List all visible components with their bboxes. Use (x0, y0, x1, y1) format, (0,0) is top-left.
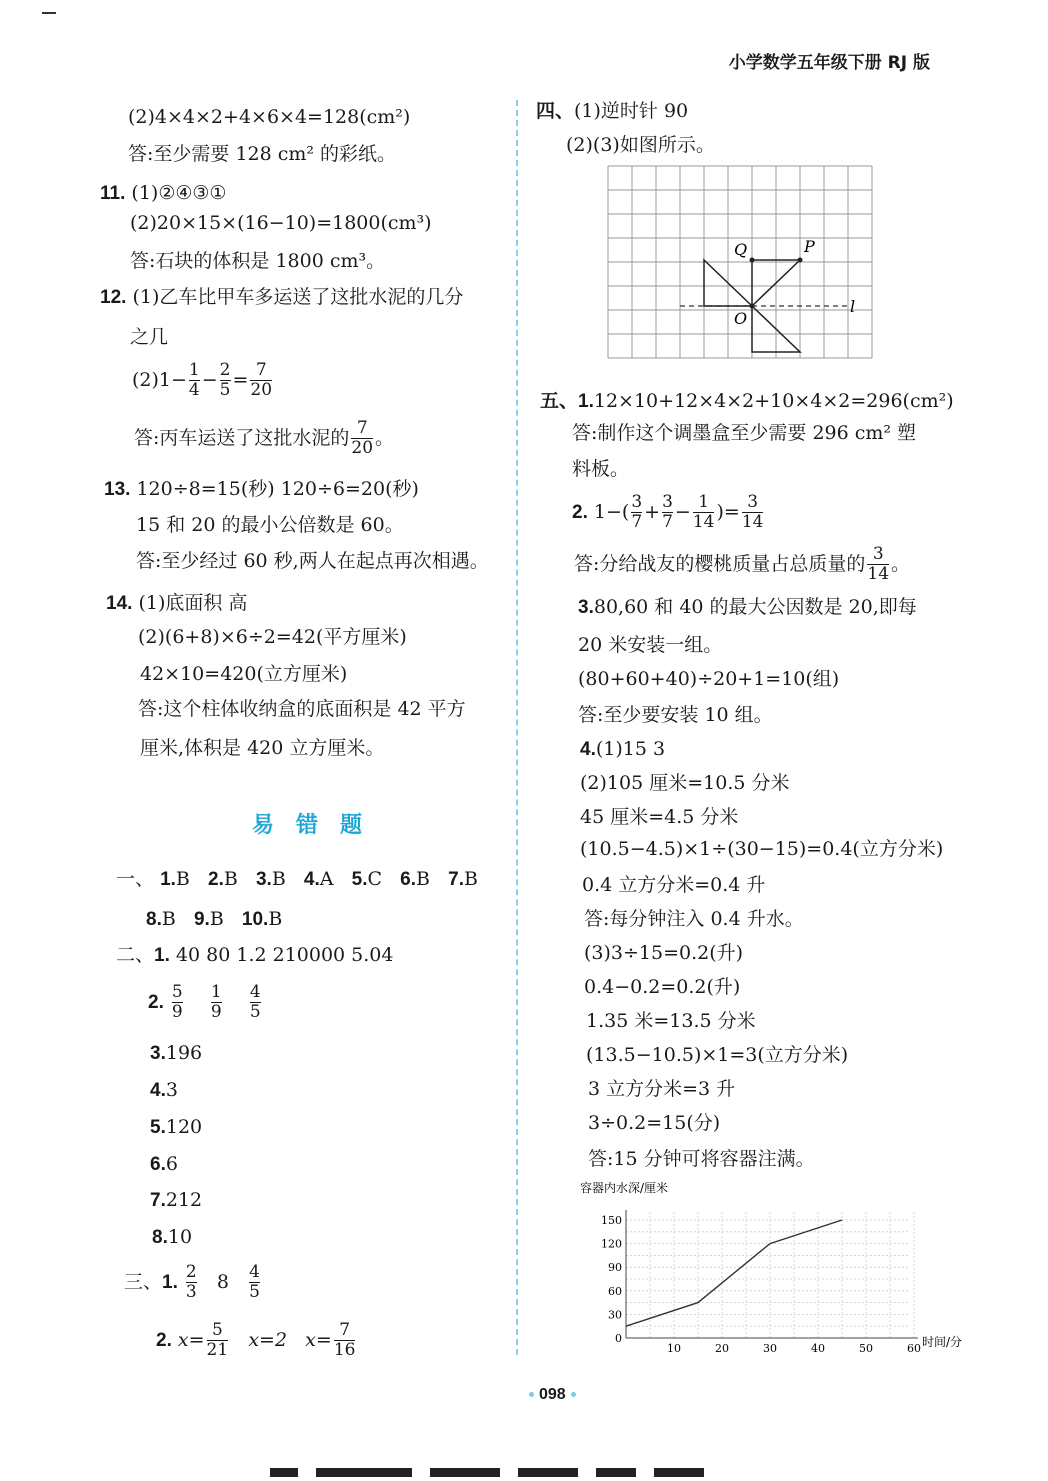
question-w4 (580, 740, 665, 759)
fraction (867, 546, 889, 584)
item-number: 7. (448, 869, 464, 890)
question-w1 (540, 392, 954, 411)
operator: )= (716, 500, 740, 523)
numerator: 1 (188, 360, 200, 380)
numerator: 5 (211, 1320, 223, 1340)
chart-y-ticks (601, 1214, 622, 1345)
punctuation: 。 (891, 552, 911, 575)
water-depth-chart (570, 1176, 980, 1356)
chart-x-tick-label: 20 (715, 1342, 729, 1355)
fraction (249, 1264, 260, 1302)
answer-line: (1)15 3 (595, 738, 666, 760)
answer-line: 0.4−0.2=0.2(升) (584, 976, 741, 998)
fraction (334, 1322, 356, 1360)
item-answer: C (367, 868, 383, 890)
operator: + (644, 500, 661, 523)
numerator: 1 (210, 982, 222, 1002)
question-si (536, 102, 688, 121)
numerator: 1 (698, 492, 710, 512)
fill-item-1 (116, 946, 394, 965)
numerator: 2 (219, 360, 231, 380)
section-label: 三、 (124, 1270, 163, 1293)
chart-y-tick-label: 60 (608, 1284, 622, 1298)
chart-y-label: 容器内水深/厘米 (580, 1181, 669, 1195)
answer-line: 答:这个柱体收纳盒的底面积是 42 平方 (138, 698, 466, 720)
answer-line: 80,60 和 40 的最大公因数是 20,即每 (593, 596, 917, 618)
item-number: 5. (351, 869, 368, 890)
chart-y-tick-label: 150 (601, 1214, 622, 1227)
numerator: 4 (249, 1262, 260, 1282)
question-number: 14. (106, 593, 133, 614)
column-divider (516, 100, 518, 1355)
fraction (211, 984, 222, 1022)
answer-line: (2)(3)如图所示。 (566, 134, 715, 156)
chart-y-tick-label: 30 (608, 1308, 622, 1322)
item-number: 2. (572, 501, 588, 523)
grid-lines (608, 166, 872, 358)
label-p: P (804, 237, 815, 256)
answer-text: 答:分给战友的樱桃质量占总质量的 (574, 552, 866, 575)
numerator: 7 (255, 360, 267, 380)
answer-line: (1)底面积 高 (138, 592, 248, 614)
numerator: 3 (631, 492, 643, 512)
item-answer: 120 (165, 1116, 203, 1138)
answer-line: (2)(6+8)×6÷2=42(平方厘米) (138, 626, 407, 648)
item-answer: B (209, 908, 224, 930)
chart-x-tick-label: 60 (907, 1342, 921, 1355)
answer-text: 答:丙车运送了这批水泥的 (134, 426, 350, 449)
item-answer: 8 (216, 1270, 229, 1293)
section-label: 五、 (540, 390, 579, 412)
denominator: 5 (219, 379, 231, 400)
denominator: 16 (333, 1339, 356, 1360)
dot-icon (571, 1392, 576, 1397)
denominator: 3 (185, 1281, 197, 1302)
mc-row-1 (116, 870, 478, 889)
label-q: Q (734, 240, 748, 259)
top-edge-mark (42, 12, 56, 14)
denominator: 14 (692, 511, 715, 532)
item-answer: 10 (167, 1226, 193, 1248)
fraction (186, 1264, 197, 1302)
denominator: 21 (206, 1339, 229, 1360)
calc-item-2 (156, 1322, 357, 1360)
item-number: 4. (150, 1080, 166, 1101)
answer-line: 3 立方分米=3 升 (588, 1078, 736, 1100)
question-12 (100, 288, 463, 307)
item-number: 9. (193, 909, 210, 930)
numerator: 3 (747, 492, 759, 512)
item-number: 6. (400, 869, 417, 890)
answer-line: (1)乙车比甲车多运送了这批水泥的几分 (132, 286, 464, 308)
item-number: 2. (148, 991, 164, 1013)
denominator: 14 (741, 511, 764, 532)
fill-item (150, 1191, 202, 1210)
chart-series-line (626, 1220, 842, 1326)
fraction (250, 984, 261, 1022)
fraction (693, 494, 715, 532)
item-answer: B (416, 868, 430, 890)
denominator: 20 (351, 437, 374, 458)
fraction (172, 984, 183, 1022)
answer-line: 答:制作这个调墨盒至少需要 296 cm² 塑 (572, 422, 917, 444)
answer-line (574, 546, 910, 584)
answer-line: 答:石块的体积是 1800 cm³。 (130, 250, 386, 272)
fraction (207, 1322, 229, 1360)
item-number: 3. (578, 597, 594, 618)
bottom-cropped-banner (270, 1462, 730, 1471)
chart-x-label: 时间/分 (922, 1335, 963, 1349)
item-number: 1. (154, 945, 170, 966)
answer-line: 答:15 分钟可将容器注满。 (588, 1148, 815, 1170)
question-number: 11. (100, 183, 126, 204)
answer-line: 厘米,体积是 420 立方厘米。 (140, 737, 385, 759)
item-number: 3. (150, 1043, 166, 1064)
answer-line: (3)3÷15=0.2(升) (584, 942, 744, 964)
fraction (351, 420, 373, 458)
answer-line: 42×10=420(立方厘米) (140, 663, 348, 685)
chart-x-tick-label: 40 (811, 1342, 825, 1355)
answer-line: 答:至少要安装 10 组。 (578, 704, 773, 726)
fraction (189, 362, 200, 400)
answer-line: 120÷8=15(秒) 120÷6=20(秒) (136, 478, 419, 500)
item-number: 3. (255, 869, 272, 890)
denominator: 4 (188, 379, 200, 400)
chart-y-tick-label: 0 (615, 1332, 622, 1345)
denominator: 7 (631, 511, 643, 532)
rotation-grid-figure (600, 160, 900, 380)
item-answer: x= (177, 1328, 205, 1351)
item-answer: 40 80 1.2 210000 5.04 (175, 944, 394, 966)
answer-line: (2)105 厘米=10.5 分米 (580, 772, 790, 794)
section-title: 易错题 (252, 813, 385, 838)
answer-line: (13.5−10.5)×1=3(立方分米) (586, 1044, 849, 1066)
answer-line: (10.5−4.5)×1÷(30−15)=0.4(立方分米) (580, 838, 944, 860)
punctuation: 。 (375, 426, 395, 449)
expr-text: 1−( (593, 500, 630, 523)
page-number (524, 1386, 581, 1404)
item-number: 1. (162, 1271, 178, 1293)
point-o (750, 304, 755, 309)
denominator: 9 (171, 1001, 183, 1022)
chart-y-tick-label: 90 (608, 1261, 622, 1275)
answer-line: 答:每分钟注入 0.4 升水。 (584, 908, 804, 930)
fill-item-2 (148, 984, 263, 1022)
question-w2 (572, 494, 765, 532)
item-number: 2. (156, 1329, 172, 1351)
denominator: 20 (250, 379, 273, 400)
item-answer: 3 (165, 1079, 178, 1101)
item-answer: B (463, 868, 478, 890)
section-label: 四、 (536, 100, 575, 122)
item-number: 10. (241, 909, 269, 930)
numerator: 5 (171, 982, 183, 1002)
page-header: 小学数学五年级下册 RJ 版 (728, 53, 930, 73)
label-l: l (850, 297, 856, 316)
answer-line: 答:至少需要 128 cm² 的彩纸。 (128, 143, 397, 165)
calc-item-1 (124, 1264, 262, 1302)
question-w3 (578, 598, 917, 617)
answer-line: (1)②④③① (131, 182, 227, 204)
fraction (631, 494, 642, 532)
fill-item (152, 1228, 192, 1247)
section-label: 二、 (116, 944, 155, 966)
chart-x-tick-label: 50 (859, 1342, 873, 1355)
question-14 (106, 594, 247, 613)
item-number: 7. (150, 1190, 166, 1211)
answer-line: 3÷0.2=15(分) (588, 1112, 721, 1134)
dot-icon (529, 1392, 534, 1397)
chart-x-ticks (667, 1342, 921, 1355)
item-number: 4. (303, 869, 320, 890)
denominator: 5 (249, 1281, 260, 1302)
answer-line: 之几 (130, 326, 169, 348)
item-number: 8. (152, 1227, 168, 1248)
answer-line: 12×10+12×4×2+10×4×2=296(cm²) (593, 390, 954, 412)
item-answer: B (223, 868, 238, 890)
item-answer: x=2 (248, 1328, 288, 1351)
fraction (662, 494, 673, 532)
answer-line: (2)4×4×2+4×6×4=128(cm²) (128, 106, 411, 128)
answer-line: 料板。 (572, 458, 630, 480)
item-number: 2. (208, 869, 224, 890)
fill-item (150, 1044, 202, 1063)
chart-x-tick-label: 30 (763, 1342, 777, 1355)
answer-line: (80+60+40)÷20+1=10(组) (578, 668, 840, 690)
section-label: 一、 (116, 868, 155, 890)
fraction (250, 362, 272, 400)
chart-x-tick-label: 10 (667, 1342, 681, 1355)
mc-row-2 (146, 910, 282, 929)
question-13 (104, 480, 419, 499)
question-number: 13. (104, 479, 131, 500)
item-answer: 212 (165, 1189, 203, 1211)
fraction-equation (132, 362, 274, 400)
numerator: 3 (872, 544, 884, 564)
item-answer: B (175, 868, 190, 890)
chart-y-tick-label: 120 (601, 1237, 622, 1251)
answer-line: 1.35 米=13.5 分米 (586, 1010, 756, 1032)
item-answer: B (161, 908, 176, 930)
fill-item (150, 1155, 178, 1174)
item-answer: B (268, 908, 283, 930)
fill-item (150, 1081, 178, 1100)
denominator: 9 (210, 1001, 222, 1022)
item-answer: A (319, 868, 334, 890)
item-answer: 6 (165, 1153, 178, 1175)
item-number: 5. (150, 1117, 166, 1138)
item-number: 1. (160, 869, 176, 890)
question-11 (100, 184, 226, 203)
numerator: 2 (185, 1262, 197, 1282)
expr-text: (2)1− (132, 368, 187, 391)
page-number-text: 098 (539, 1386, 566, 1403)
answer-line: 0.4 立方分米=0.4 升 (582, 874, 766, 896)
answer-line: 15 和 20 的最小公倍数是 60。 (136, 514, 404, 536)
answer-line: (2)20×15×(16−10)=1800(cm³) (130, 212, 432, 234)
item-number: 1. (578, 391, 594, 412)
item-answer: x= (305, 1328, 332, 1351)
numerator: 3 (662, 492, 673, 512)
answer-line: 答:至少经过 60 秒,两人在起点再次相遇。 (136, 550, 489, 572)
item-answer: 196 (165, 1042, 203, 1064)
item-number: 6. (150, 1154, 166, 1175)
question-number: 12. (100, 287, 127, 308)
item-number: 4. (580, 739, 596, 760)
label-o: O (734, 309, 748, 328)
operator: − (201, 368, 218, 391)
answer-line: 45 厘米=4.5 分米 (580, 806, 739, 828)
operator: − (674, 500, 691, 523)
chart-grid (626, 1210, 918, 1338)
fill-item (150, 1118, 202, 1137)
answer-line: (1)逆时针 90 (574, 100, 689, 122)
answer-line (134, 420, 394, 458)
denominator: 14 (867, 563, 890, 584)
fraction (220, 362, 231, 400)
denominator: 5 (249, 1001, 261, 1022)
item-answer: B (271, 868, 286, 890)
numerator: 7 (339, 1320, 351, 1340)
point-p (798, 258, 803, 263)
item-number: 8. (146, 909, 162, 930)
denominator: 7 (662, 511, 673, 532)
point-q (750, 258, 755, 263)
operator: = (232, 368, 249, 391)
numerator: 7 (356, 418, 368, 438)
numerator: 4 (249, 982, 261, 1002)
answer-line: 20 米安装一组。 (578, 634, 723, 656)
fraction (742, 494, 764, 532)
